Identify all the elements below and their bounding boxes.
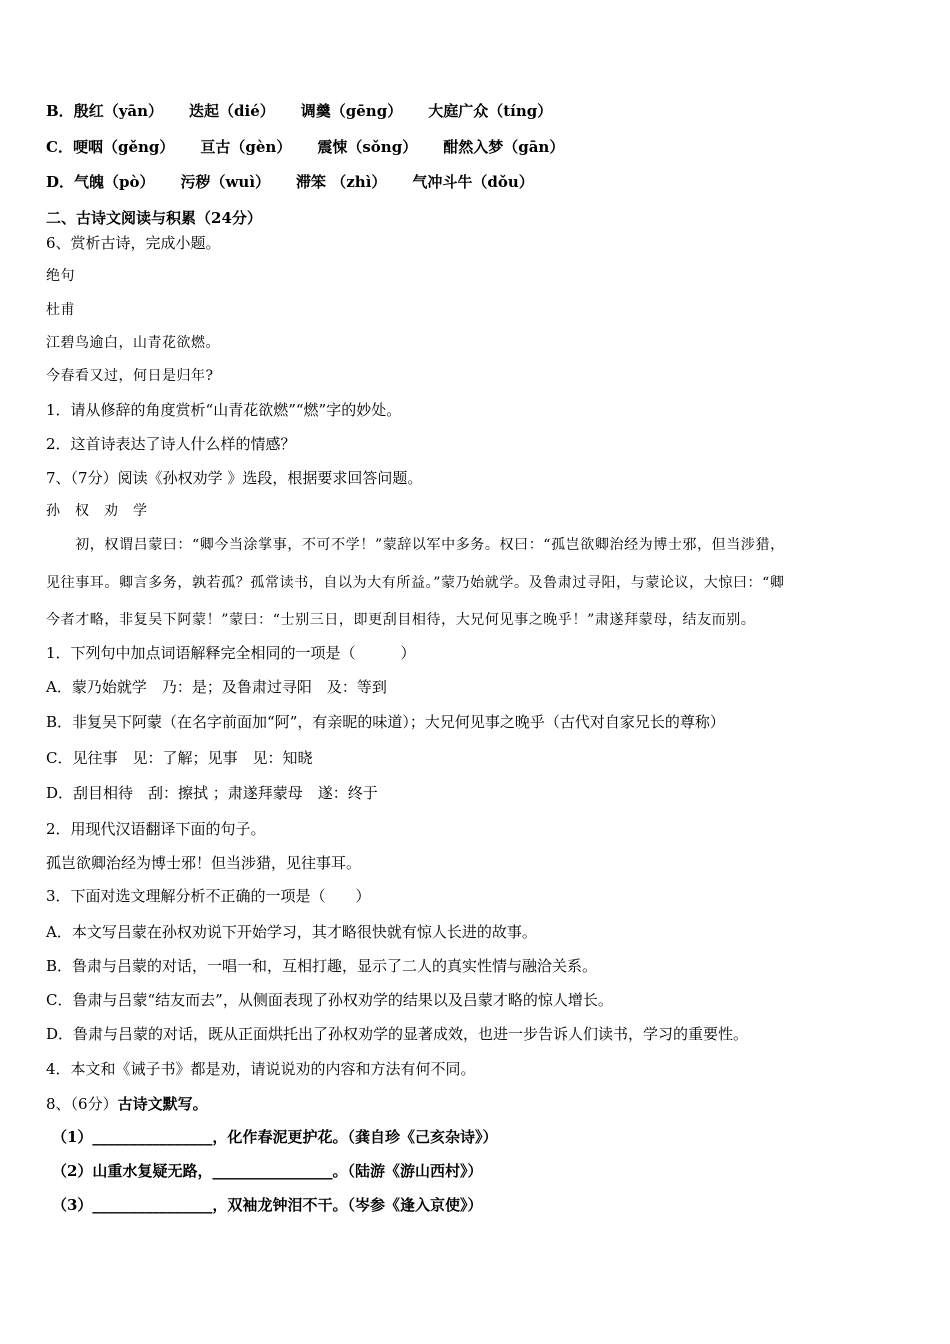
question-6-sub1: 1．请从修辞的角度赏析“山青花欲燃”“燃”字的妙处。 <box>46 401 402 419</box>
poem-line: 今春看又过，何日是归年? <box>46 368 214 384</box>
option-c-row <box>46 137 564 157</box>
option-item: 殷红（yān） <box>73 102 164 120</box>
choice-b: B．非复吴下阿蒙（在名字前面加“阿”，有亲昵的味道）；大兄何见事之晚乎（古代对自家兄长的尊称） <box>46 713 725 731</box>
option-item: 酣然入梦（gān） <box>443 138 565 156</box>
question-7-intro: 7、（7分）阅读《孙权劝学 》选段，根据要求回答问题。 <box>46 469 423 487</box>
option-item: 气魄（pò） <box>74 173 155 191</box>
question-7-sub2: 2．用现代汉语翻译下面的句子。 <box>46 820 266 838</box>
option-label: D． <box>46 173 75 191</box>
choice-d: D．刮目相待 刮：擦拭 ；肃遂拜蒙母 遂：终于 <box>46 784 378 802</box>
question-8-intro <box>46 1094 208 1114</box>
choice-a: A．蒙乃始就学 乃：是；及鲁肃过寻阳 及：等到 <box>46 678 387 696</box>
poem-author: 杜甫 <box>46 302 75 318</box>
dictation-line: （2）山重水复疑无路，________________。（陆游《游山西村》） <box>52 1162 483 1180</box>
question-6-intro: 6、赏析古诗，完成小题。 <box>46 234 221 252</box>
passage-line: 见往事耳。卿言多务，孰若孤？孤常读书，自以为大有所益。”蒙乃始就学。及鲁肃过寻阳，与蒙论议，大惊曰：“卿 <box>46 575 785 591</box>
question-7-sub4: 4．本文和《诫子书》都是劝，请说说劝的内容和方法有何不同。 <box>46 1060 476 1078</box>
option-item: 亘古（gèn） <box>200 138 292 156</box>
passage-title: 孙 权 劝 学 <box>46 503 148 519</box>
dictation-line: （3）________________，双袖龙钟泪不干。（岑参《逢入京使》） <box>52 1196 483 1214</box>
passage-line: 初，权谓吕蒙曰：“卿今当涂掌事，不可不学！”蒙辞以军中多务。权曰：“孤岂欲卿治经为博士邪，但当涉猎， <box>46 537 785 553</box>
poem-title: 绝句 <box>46 268 75 284</box>
option-item: 迭起（dié） <box>189 102 275 120</box>
translate-sentence: 孤岂欲卿治经为博士邪！但当涉猎，见往事耳。 <box>46 854 362 872</box>
question-7-sub1: 1．下列句中加点词语解释完全相同的一项是（ ） <box>46 644 416 662</box>
option-b-row <box>46 101 552 121</box>
dictation-line: （1）________________，化作春泥更护花。（龚自珍《己亥杂诗》） <box>52 1128 498 1146</box>
option-item: 大庭广众（tíng） <box>428 102 553 120</box>
choice-c: C．鲁肃与吕蒙“结友而去”，从侧面表现了孙权劝学的结果以及吕蒙才略的惊人增长。 <box>46 991 613 1009</box>
passage-line: 今者才略，非复吴下阿蒙！”蒙曰：“士别三日，即更刮目相待，大兄何见事之晚乎！”肃遂拜蒙母，结友而别。 <box>46 612 756 628</box>
choice-a: A．本文写吕蒙在孙权劝说下开始学习，其才略很快就有惊人长进的故事。 <box>46 923 537 941</box>
choice-c: C．见往事 见：了解；见事 见：知晓 <box>46 749 313 767</box>
poem-line: 江碧鸟逾白，山青花欲燃。 <box>46 335 220 351</box>
option-item: 滞笨 （zhì） <box>296 173 387 191</box>
option-item: 震悚（sǒng） <box>317 138 418 156</box>
question-7-sub3: 3．下面对选文理解分析不正确的一项是（ ） <box>46 887 371 905</box>
section-heading: 二、古诗文阅读与积累（24分） <box>46 209 262 227</box>
option-d-row <box>46 172 534 192</box>
option-item: 污秽（wuì） <box>180 173 271 191</box>
option-item: 气冲斗牛（dǒu） <box>412 173 534 191</box>
choice-d: D．鲁肃与吕蒙的对话，既从正面烘托出了孙权劝学的显著成效，也进一步告诉人们读书，学习的重要性。 <box>46 1025 749 1043</box>
question-8-title: 古诗文默写。 <box>117 1095 208 1113</box>
option-item: 哽咽（gěng） <box>72 138 175 156</box>
question-8-prefix: 8、（6分） <box>46 1095 118 1113</box>
option-label: B． <box>46 102 74 120</box>
option-item: 调羹（gēng） <box>300 102 403 120</box>
option-label: C． <box>46 138 73 156</box>
choice-b: B．鲁肃与吕蒙的对话，一唱一和，互相打趣，显示了二人的真实性情与融洽关系。 <box>46 957 598 975</box>
question-6-sub2: 2．这首诗表达了诗人什么样的情感？ <box>46 435 296 453</box>
